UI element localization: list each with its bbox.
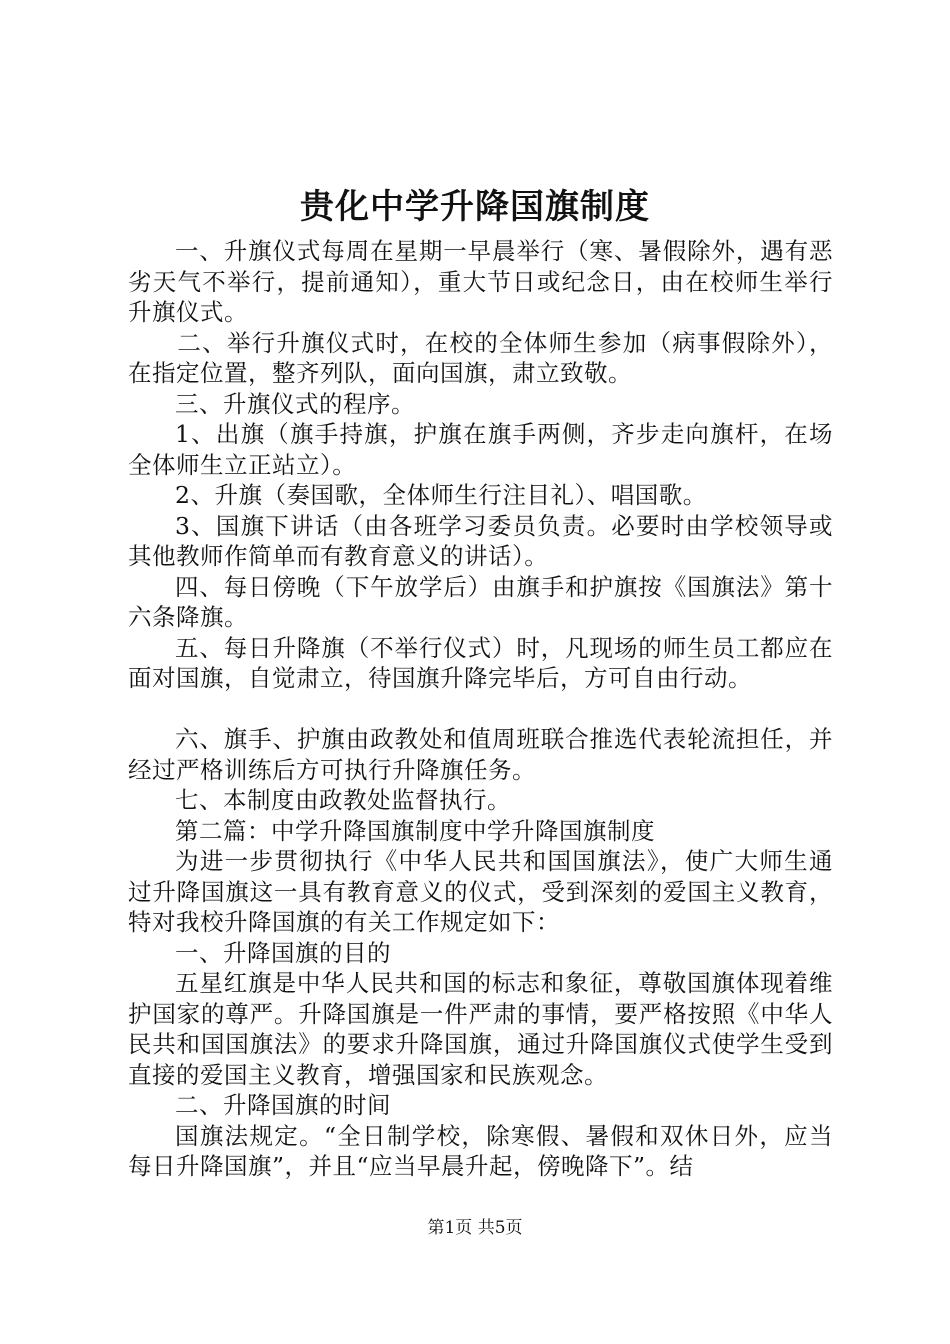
paragraph-7: 四、每日傍晚（下午放学后）由旗手和护旗按《国旗法》第十六条降旗。 [128, 572, 833, 631]
paragraph-5: 2、升旗（奏国歌，全体师生行注目礼）、唱国歌。 [175, 481, 707, 509]
paragraph-13: 国旗法规定。“全日制学校，除寒假、暑假和双休日外，应当每日升降国旗”，并且“应当早晨升起，傍晚降下”。结 [128, 1121, 833, 1180]
paragraph-10: 七、本制度由政教处监督执行。 [175, 786, 511, 814]
paragraph-12: 五星红旗是中华人民共和国的标志和象征，尊敬国旗体现着维护国家的尊严。升降国旗是一件严肃的事情，要严格按照《中华人民共和国国旗法》的要求升降国旗，通过升降国旗仪式使学生受到直接的爱国主义教育，增强国家和民族观念。 [128, 969, 833, 1089]
document-title: 贵化中学升降国旗制度 [300, 187, 650, 227]
section-heading: 第二篇：中学升降国旗制度中学升降国旗制度 [175, 816, 655, 845]
paragraph-6: 3、国旗下讲话（由各班学习委员负责。必要时由学校领导或其他教师作简单而有教育意义的讲话）。 [128, 511, 833, 570]
paragraph-3: 三、升旗仪式的程序。 [175, 389, 415, 418]
subheading-purpose: 一、升降国旗的目的 [175, 938, 391, 967]
paragraph-4: 1、出旗（旗手持旗，护旗在旗手两侧，齐步走向旗杆，在场全体师生立正站立）。 [128, 420, 833, 479]
subheading-time: 二、升降国旗的时间 [175, 1091, 391, 1119]
paragraph-2: 二、举行升旗仪式时，在校的全体师生参加（病事假除外），在指定位置，整齐列队，面向国旗，肃立致敬。 [128, 328, 833, 387]
paragraph-11: 为进一步贯彻执行《中华人民共和国国旗法》，使广大师生通过升降国旗这一具有教育意义的仪式，受到深刻的爱国主义教育，特对我校升降国旗的有关工作规定如下： [128, 847, 833, 936]
paragraph-1: 一、升旗仪式每周在星期一早晨举行（寒、暑假除外，遇有恶劣天气不举行，提前通知），重大节日或纪念日，由在校师生举行升旗仪式。 [128, 237, 833, 326]
blank-line [128, 694, 833, 725]
paragraph-9: 六、旗手、护旗由政教处和值周班联合推选代表轮流担任，并经过严格训练后方可执行升降旗任务。 [128, 725, 833, 784]
document-body [128, 236, 833, 1182]
page-number: 第1页 共5页 [427, 1218, 523, 1238]
paragraph-8: 五、每日升降旗（不举行仪式）时，凡现场的师生员工都应在面对国旗，自觉肃立，待国旗升降完毕后，方可自由行动。 [128, 633, 833, 692]
